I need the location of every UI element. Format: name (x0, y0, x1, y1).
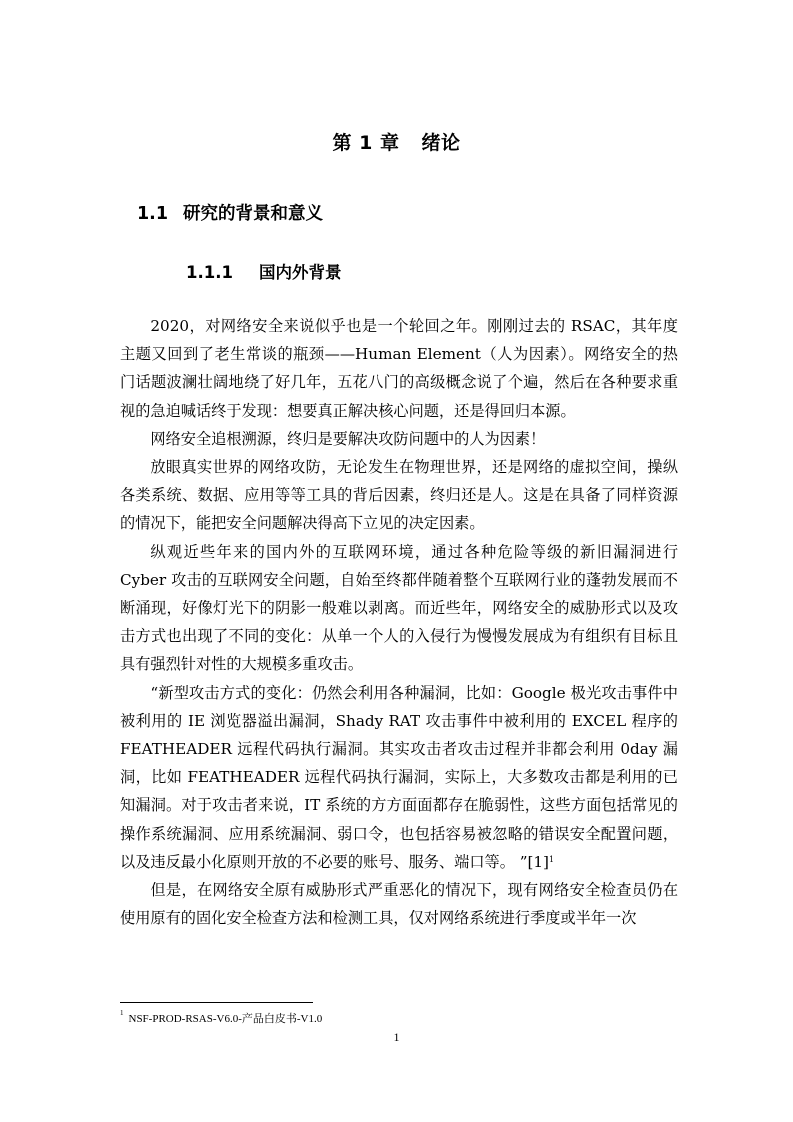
footnote-reference[interactable]: 1 (548, 854, 555, 864)
paragraph: 2020，对网络安全来说似乎也是一个轮回之年。刚刚过去的 RSAC，其年度主题又回到了老生常谈的瓶颈——Human Element（人为因素）。网络安全的热门话题波澜壮阔地绕了好几年，五花八门的高级概念说了个遍，然后在各种要求重视的急迫喊话终于发现：想要真正解决核心问题，还是得回归本源。 (120, 317, 678, 420)
subsection-heading (186, 259, 342, 283)
section-title: 研究的背景和意义 (183, 204, 323, 224)
section-number: 1.1 (137, 204, 169, 224)
paragraph: 放眼真实世界的网络攻防，无论发生在物理世界，还是网络的虚拟空间，操纵各类系统、数据、应用等等工具的背后因素，终归还是人。这是在具备了同样资源的情况下，能把安全问题解决得高下立见的决定因素。 (120, 458, 678, 533)
footnote-marker: 1 (120, 1009, 124, 1017)
chapter-title: 绪论 (421, 132, 461, 154)
paragraph-text: “新型攻击方式的变化：仍然会利用各种漏洞，比如：Google 极光攻击事件中被利用的 IE 浏览器溢出漏洞，Shady RAT 攻击事件中被利用的 EXCEL 程序的 FEATHEADER 远程代码执行漏洞。其实攻击者攻击过程并非都会利用 0day 漏洞，比如 FEATHEADER 远程代码执行漏洞，实际上，大多数攻击都是利用的已知漏洞。对于攻击者来说，IT 系统的方方面面都存在脆弱性，这些方面包括常见的操作系统漏洞、应用系统漏洞、弱口令，也包括容易被忽略的错误安全配置问题，以及违反最小化原则开放的不必要的账号、服务、端口等。 ”[1] (120, 683, 678, 871)
page-number: 1 (393, 1030, 400, 1044)
paragraph: 网络安全追根溯源，终归是要解决攻防问题中的人为因素！ (150, 429, 546, 448)
chapter-heading (0, 128, 793, 155)
chapter-label: 第 1 章 (332, 132, 400, 154)
footnote (120, 1010, 322, 1026)
footnote-text: NSF-PROD-RSAS-V6.0-产品白皮书-V1.0 (128, 1013, 323, 1025)
paragraph: 但是，在网络安全原有威胁形式严重恶化的情况下，现有网络安全检查员仍在使用原有的固化安全检查方法和检测工具，仅对网络系统进行季度或半年一次 (120, 881, 678, 928)
subsection-title: 国内外背景 (259, 263, 342, 282)
body-text (120, 312, 678, 932)
paragraph: 纵观近些年来的国内外的互联网环境，通过各种危险等级的新旧漏洞进行 Cyber 攻击的互联网安全问题，自始至终都伴随着整个互联网行业的蓬勃发展而不断涌现，好像灯光下的阴影一般难以剥离。而近些年，网络安全的威胁形式以及攻击方式也出现了不同的变化：从单一个人的入侵行为慢慢发展成为有组织有目标且具有强烈针对性的大规模多重攻击。 (120, 542, 678, 674)
footnote-separator (120, 1002, 313, 1003)
paragraph-with-citation (120, 679, 678, 876)
section-heading (137, 200, 323, 225)
subsection-number: 1.1.1 (186, 263, 233, 282)
